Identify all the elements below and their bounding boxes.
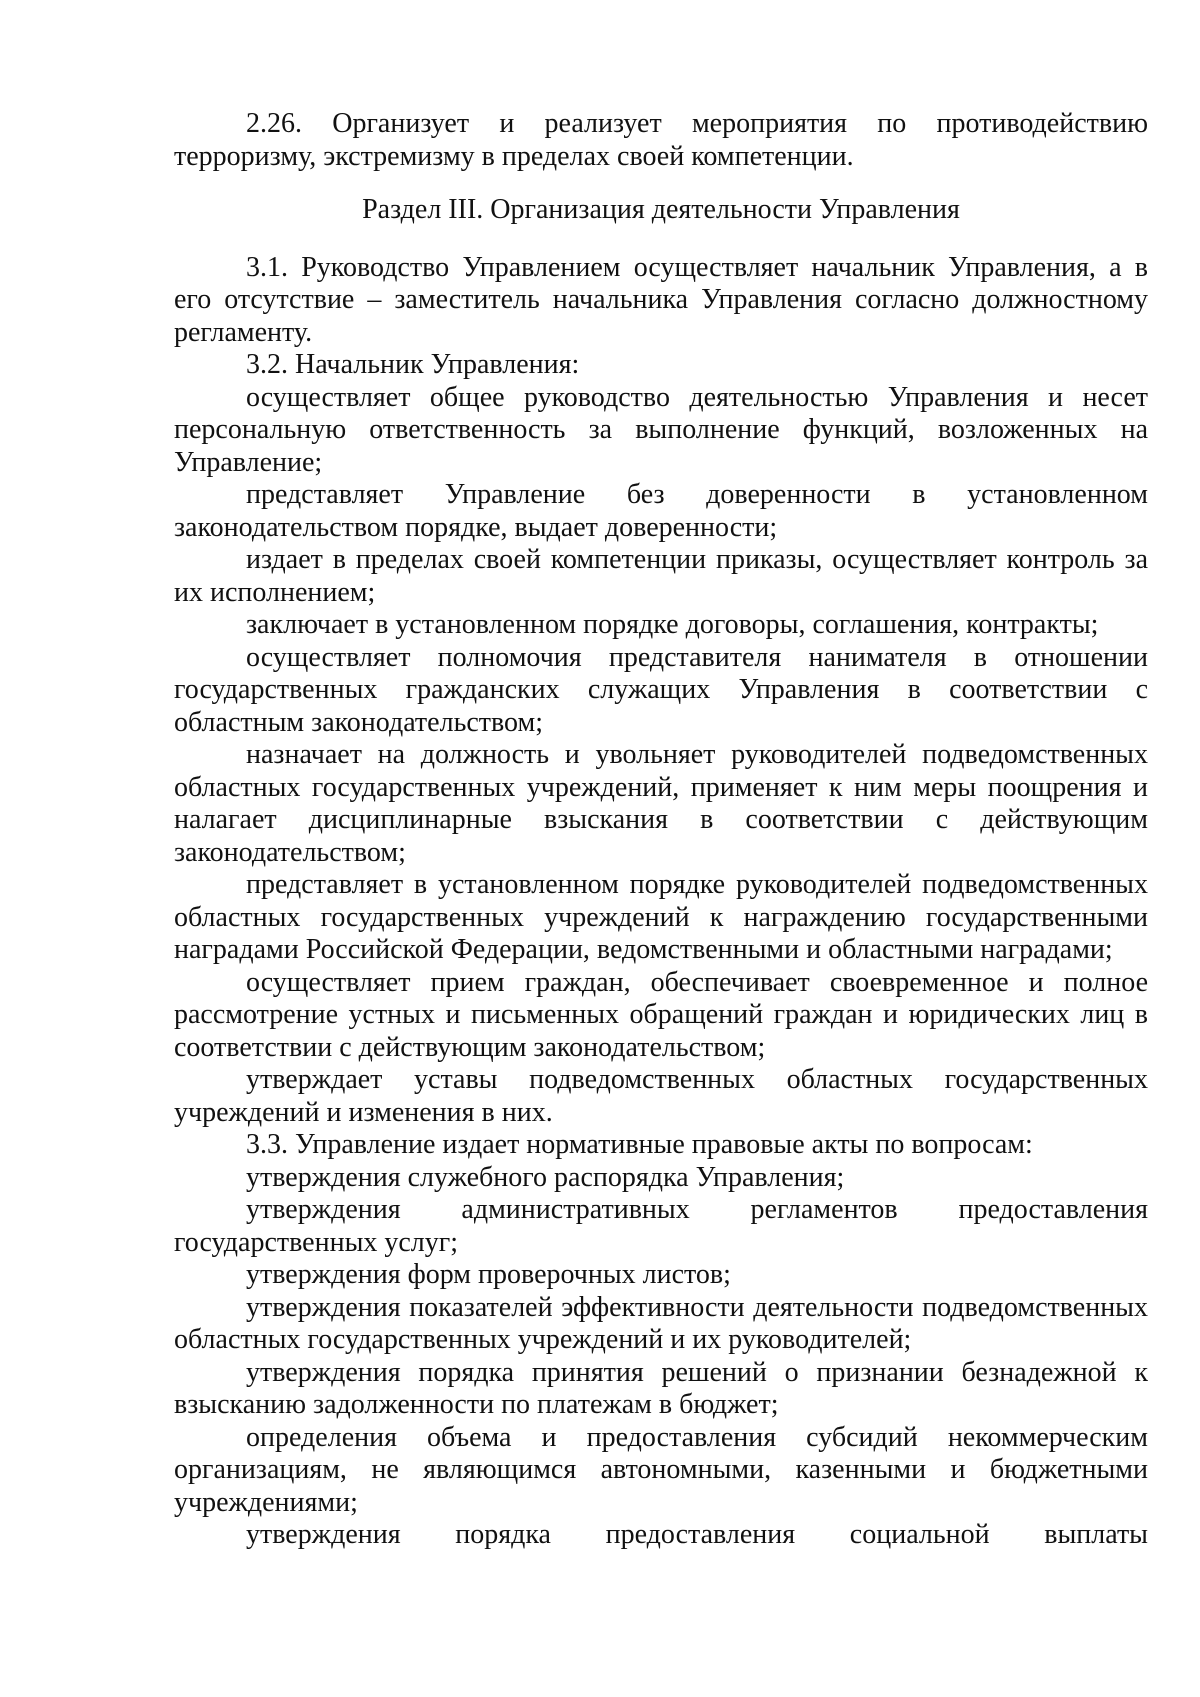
document-page — [174, 108, 1148, 1552]
paragraph-3-2: 3.2. Начальник Управления: — [246, 349, 580, 380]
list-item: представляет в установленном порядке руководителей подведомственных областных государственных учреждений к награждению государственными наградами Российской Федерации, ведомственными и областными наградами; — [174, 869, 1148, 965]
list-item: утверждения форм проверочных листов; — [246, 1259, 731, 1290]
list-item: утверждения порядка принятия решений о признании безнадежной к взысканию задолженности по платежам в бюджет; — [174, 1356, 1148, 1420]
list-item: представляет Управление без доверенности в установленном законодательством порядке, выдает доверенности; — [174, 479, 1148, 543]
list-item: определения объема и предоставления субсидий некоммерческим организациям, не являющимся автономными, казенными и бюджетными учреждениями; — [174, 1421, 1148, 1518]
list-item: утверждения порядка предоставления социальной выплаты — [246, 1519, 1148, 1550]
list-item: осуществляет прием граждан, обеспечивает своевременное и полное рассмотрение устных и письменных обращений граждан и юридических лиц в соответствии с действующим законодательством; — [174, 966, 1148, 1063]
list-item: утверждения служебного распорядка Управления; — [246, 1161, 845, 1193]
paragraph-2-26: 2.26. Организует и реализует мероприятия по противодействию терроризму, экстремизму в пределах своей компетенции. — [174, 108, 1148, 172]
list-item: назначает на должность и увольняет руководителей подведомственных областных государственных учреждений, применяет к ним меры поощрения и налагает дисциплинарные взыскания в соответствии с действующим законодательством; — [174, 739, 1148, 868]
list-item: заключает в установленном порядке договоры, соглашения, контракты; — [246, 609, 1099, 640]
list-item: осуществляет общее руководство деятельностью Управления и несет персональную ответственность за выполнение функций, возложенных на Управление; — [174, 381, 1148, 478]
list-item: утверждает уставы подведомственных областных государственных учреждений и изменения в них. — [174, 1064, 1148, 1128]
section-heading: Раздел III. Организация деятельности Управления — [362, 194, 960, 225]
list-item: утверждения показателей эффективности деятельности подведомственных областных государственных учреждений и их руководителей; — [174, 1291, 1148, 1355]
list-item: издает в пределах своей компетенции приказы, осуществляет контроль за их исполнением; — [174, 544, 1148, 608]
list-item: осуществляет полномочия представителя нанимателя в отношении государственных гражданских служащих Управления в соответствии с областным законодательством; — [174, 641, 1148, 738]
list-item: утверждения административных регламентов предоставления государственных услуг; — [174, 1194, 1148, 1258]
paragraph-3-3: 3.3. Управление издает нормативные правовые акты по вопросам: — [246, 1129, 1033, 1160]
paragraph-3-1: 3.1. Руководство Управлением осуществляет начальник Управления, а в его отсутствие – заместитель начальника Управления согласно должностному регламенту. — [174, 251, 1148, 348]
